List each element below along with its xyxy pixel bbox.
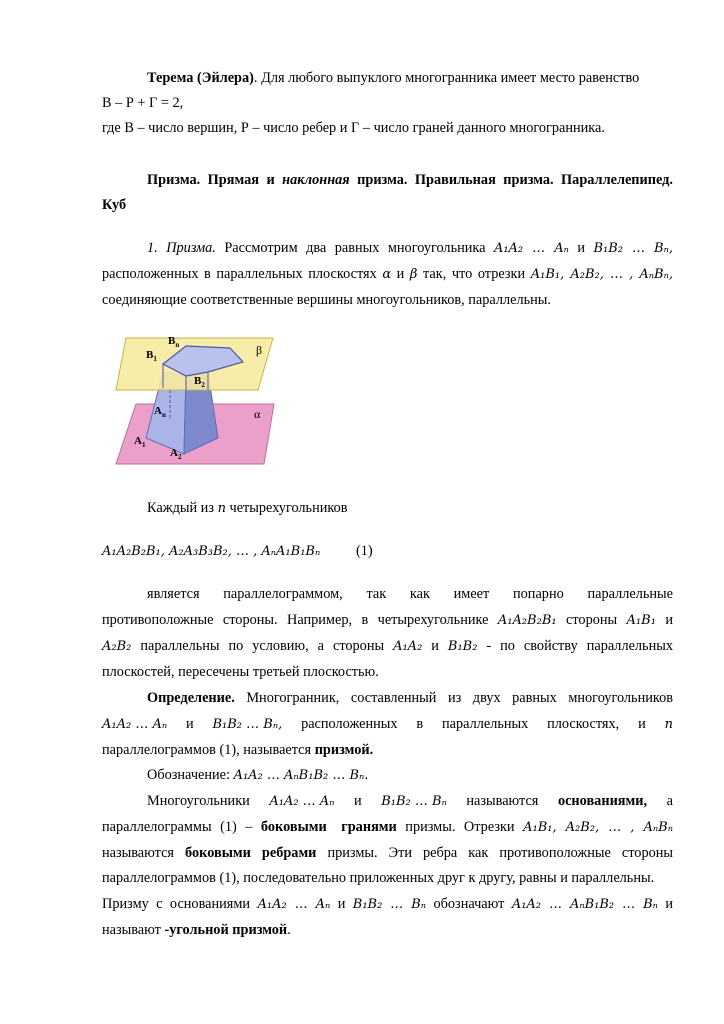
p4-line5: Призму с основаниями A₁A₂ … Aₙ и B₁B₂ … Bₙ обозначают A₁A₂ … AₙB₁B₂ … Bₙ и (102, 896, 673, 912)
definition-line3: параллелограммов (1), называется призмой. (102, 742, 374, 758)
p4-line4: параллелограммов (1), последовательно приложенных друг к другу, равны и параллельны. (102, 870, 655, 886)
formula-number: (1) (356, 543, 373, 559)
definition-line1: Определение. Многогранник, составленный из двух равных многоугольников (147, 690, 673, 706)
p4-line6: называют -угольной призмой. (102, 922, 291, 938)
label-a2: $A_2$ (170, 447, 182, 461)
theorem-where: где В – число вершин, Р – число ребер и Г – число граней данного многогранника. (102, 120, 605, 136)
label-b1: $B_1$ (146, 349, 157, 363)
p3-line1: является параллелограммом, так как имеет попарно параллельные (147, 586, 673, 602)
label-alpha: α (254, 407, 261, 421)
p4-line2: параллелограммы (1) – боковыми гранями призмы. Отрезки A₁B₁, A₂B₂, … , AₙBₙ (102, 819, 673, 835)
theorem-formula: В – Р + Г = 2, (102, 95, 184, 111)
label-b2: $B_2$ (194, 375, 205, 389)
label-bn: $B_n$ (168, 335, 180, 349)
p3-line2: противоположные стороны. Например, в четырехугольнике A₁A₂B₂B₁ стороны A₁B₁ и (102, 612, 673, 628)
label-a1: $A_1$ (134, 435, 146, 449)
formula-1: A₁A₂B₂B₁, A₂A₃B₃B₂, … , AₙA₁B₁Bₙ (1) (102, 539, 673, 565)
quadrilaterals-intro: Каждый из n четырехугольников (147, 500, 348, 516)
label-an: $A_n$ (154, 405, 166, 419)
p4-line3: называются боковыми ребрами призмы. Эти ребра как противоположные стороны (102, 845, 673, 861)
prism-diagram (108, 328, 276, 468)
section-heading: Призма. Прямая и наклонная призма. Правильная призма. Параллелепипед. (147, 172, 673, 188)
prism-intro-line2: расположенных в параллельных плоскостях α и β так, что отрезки A₁B₁, A₂B₂, … , AₙBₙ, (102, 266, 673, 282)
notation-line: Обозначение: A₁A₂ … AₙB₁B₂ … Bₙ. (147, 767, 369, 783)
p4-line1: Многоугольники A₁A₂ … Aₙ и B₁B₂ … Bₙ называются основаниями, а (147, 793, 673, 809)
p3-line4: плоскостей, пересечены третьей плоскостью. (102, 664, 379, 680)
theorem-title: Терема (Эйлера) (147, 70, 254, 86)
prism-intro-line1: 1. Призма. Рассмотрим два равных многоугольника A₁A₂ … Aₙ и B₁B₂ … Bₙ, (147, 240, 673, 256)
definition-line2: A₁A₂ … Aₙ и B₁B₂ … Bₙ, расположенных в параллельных плоскостях, и n (102, 716, 673, 732)
theorem-text: . Для любого выпуклого многогранника имеет место равенство (253, 70, 640, 86)
prism-intro-line3: соединяющие соответственные вершины многоугольников, параллельны. (102, 292, 551, 308)
label-beta: β (256, 343, 263, 357)
prism-figure (108, 328, 276, 468)
theorem-line (102, 66, 673, 92)
section-heading-line2: Куб (102, 197, 127, 213)
p3-line3: A₂B₂ параллельны по условию, а стороны A₁A₂ и B₁B₂ - по свойству параллельных (102, 638, 673, 654)
